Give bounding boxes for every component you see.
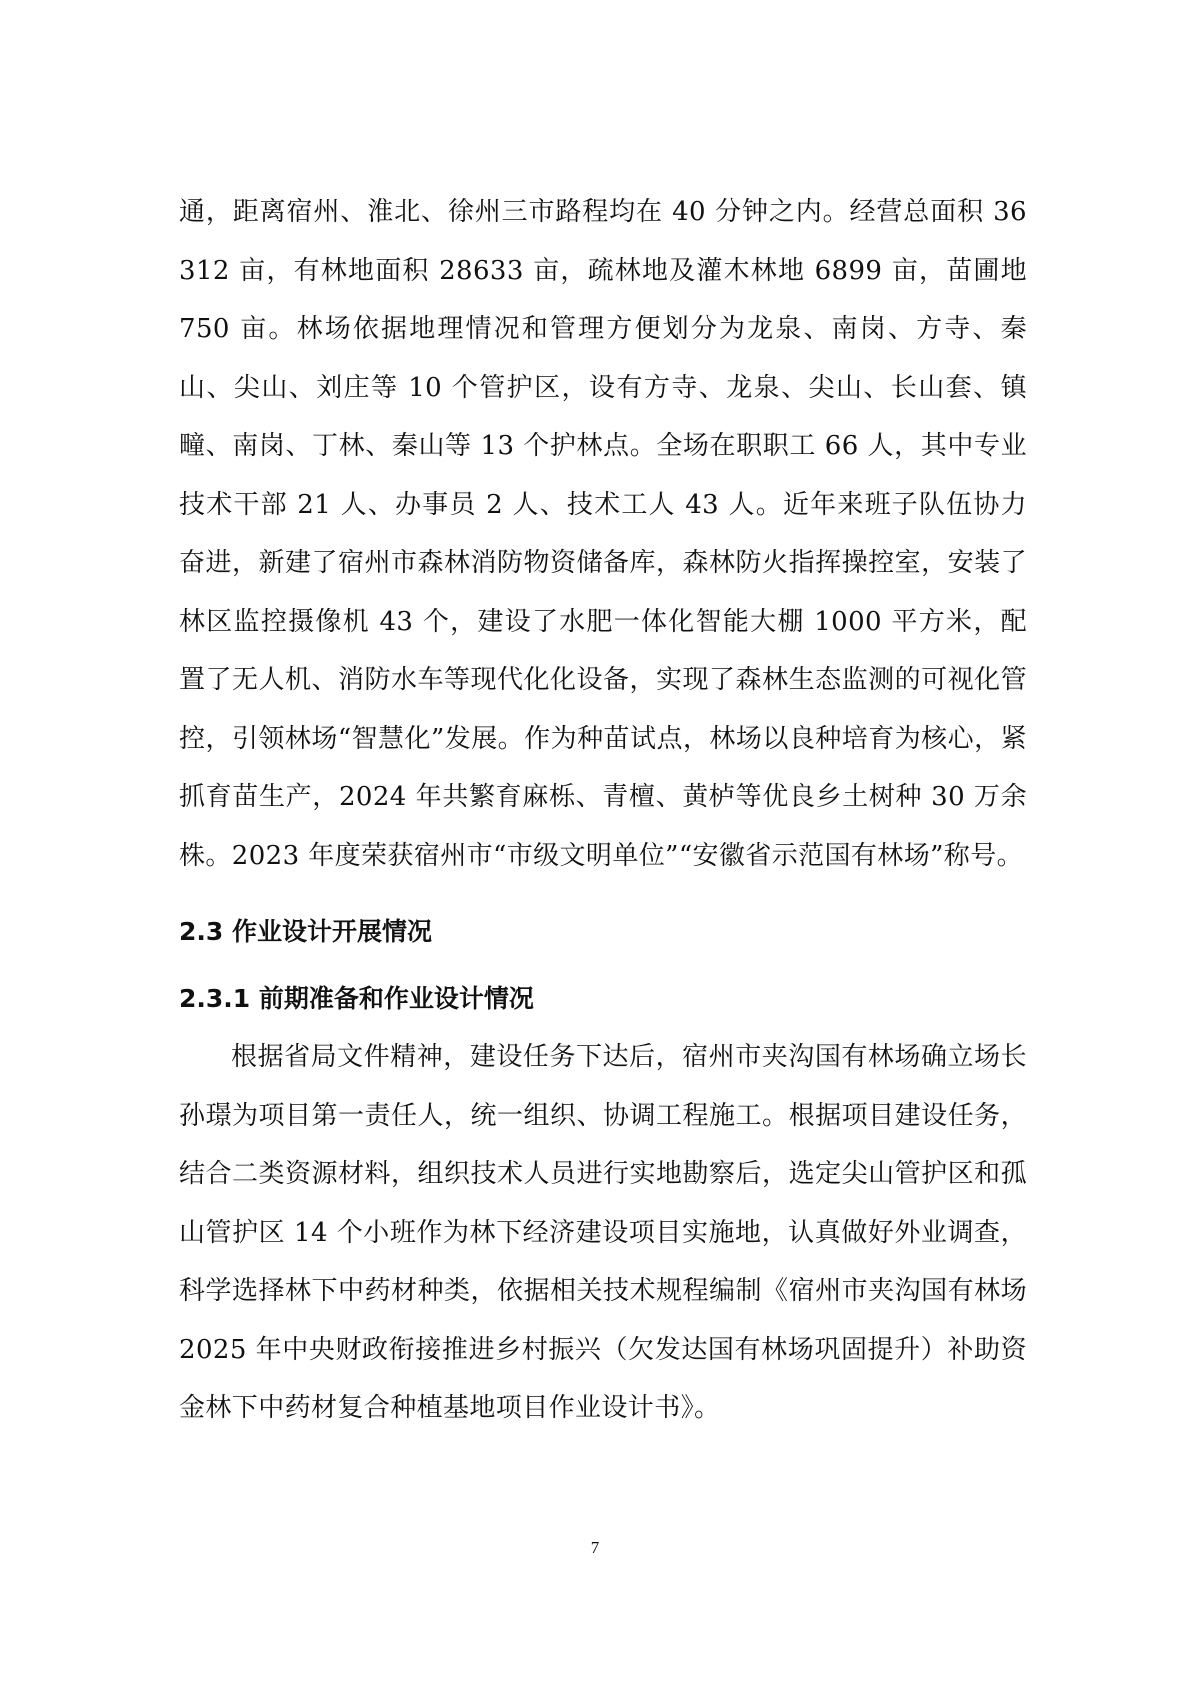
subsection-heading: 2.3.1 前期准备和作业设计情况 [179, 984, 534, 1013]
page-content [179, 183, 1027, 1438]
body-paragraph: 根据省局文件精神，建设任务下达后，宿州市夹沟国有林场确立场长孙璟为项目第一责任人，统一组织、协调工程施工。根据项目建设任务，结合二类资源材料，组织技术人员进行实地勘察后，选定尖山管护区和孤山管护区 14 个小班作为林下经济建设项目实施地，认真做好外业调查，科学选择林下中药材种类，依据相关技术规程编制《宿州市夹沟国有林场 2025 年中央财政衔接推进乡村振兴（欠发达国有林场巩固提升）补助资金林下中药材复合种植基地项目作业设计书》。 [179, 1042, 1027, 1423]
section-heading: 2.3 作业设计开展情况 [179, 917, 432, 946]
body-paragraph: 通，距离宿州、淮北、徐州三市路程均在 40 分钟之内。经营总面积 36312 亩，有林地面积 28633 亩，疏林地及灌木林地 6899 亩，苗圃地 750 亩。林场依据地理情况和管理方便划分为龙泉、南岗、方寺、秦山、尖山、刘庄等 10 个管护区，设有方寺、龙泉、尖山、长山套、镇疃、南岗、丁林、秦山等 13 个护林点。全场在职职工 66 人，其中专业技术干部 21 人、办事员 2 人、技术工人 43 人。近年来班子队伍协力奋进，新建了宿州市森林消防物资储备库，森林防火指挥操控室，安装了林区监控摄像机 43 个，建设了水肥一体化智能大棚 1000 平方米，配置了无人机、消防水车等现代化化设备，实现了森林生态监测的可视化管控，引领林场“智慧化”发展。作为种苗试点，林场以良种培育为核心，紧抓育苗生产，2024 年共繁育麻栎、青檀、黄栌等优良乡土树种 30 万余株。2023 年度荣获宿州市“市级文明单位”“安徽省示范国有林场”称号。 [179, 197, 1027, 871]
page-number: 7 [590, 1538, 600, 1557]
